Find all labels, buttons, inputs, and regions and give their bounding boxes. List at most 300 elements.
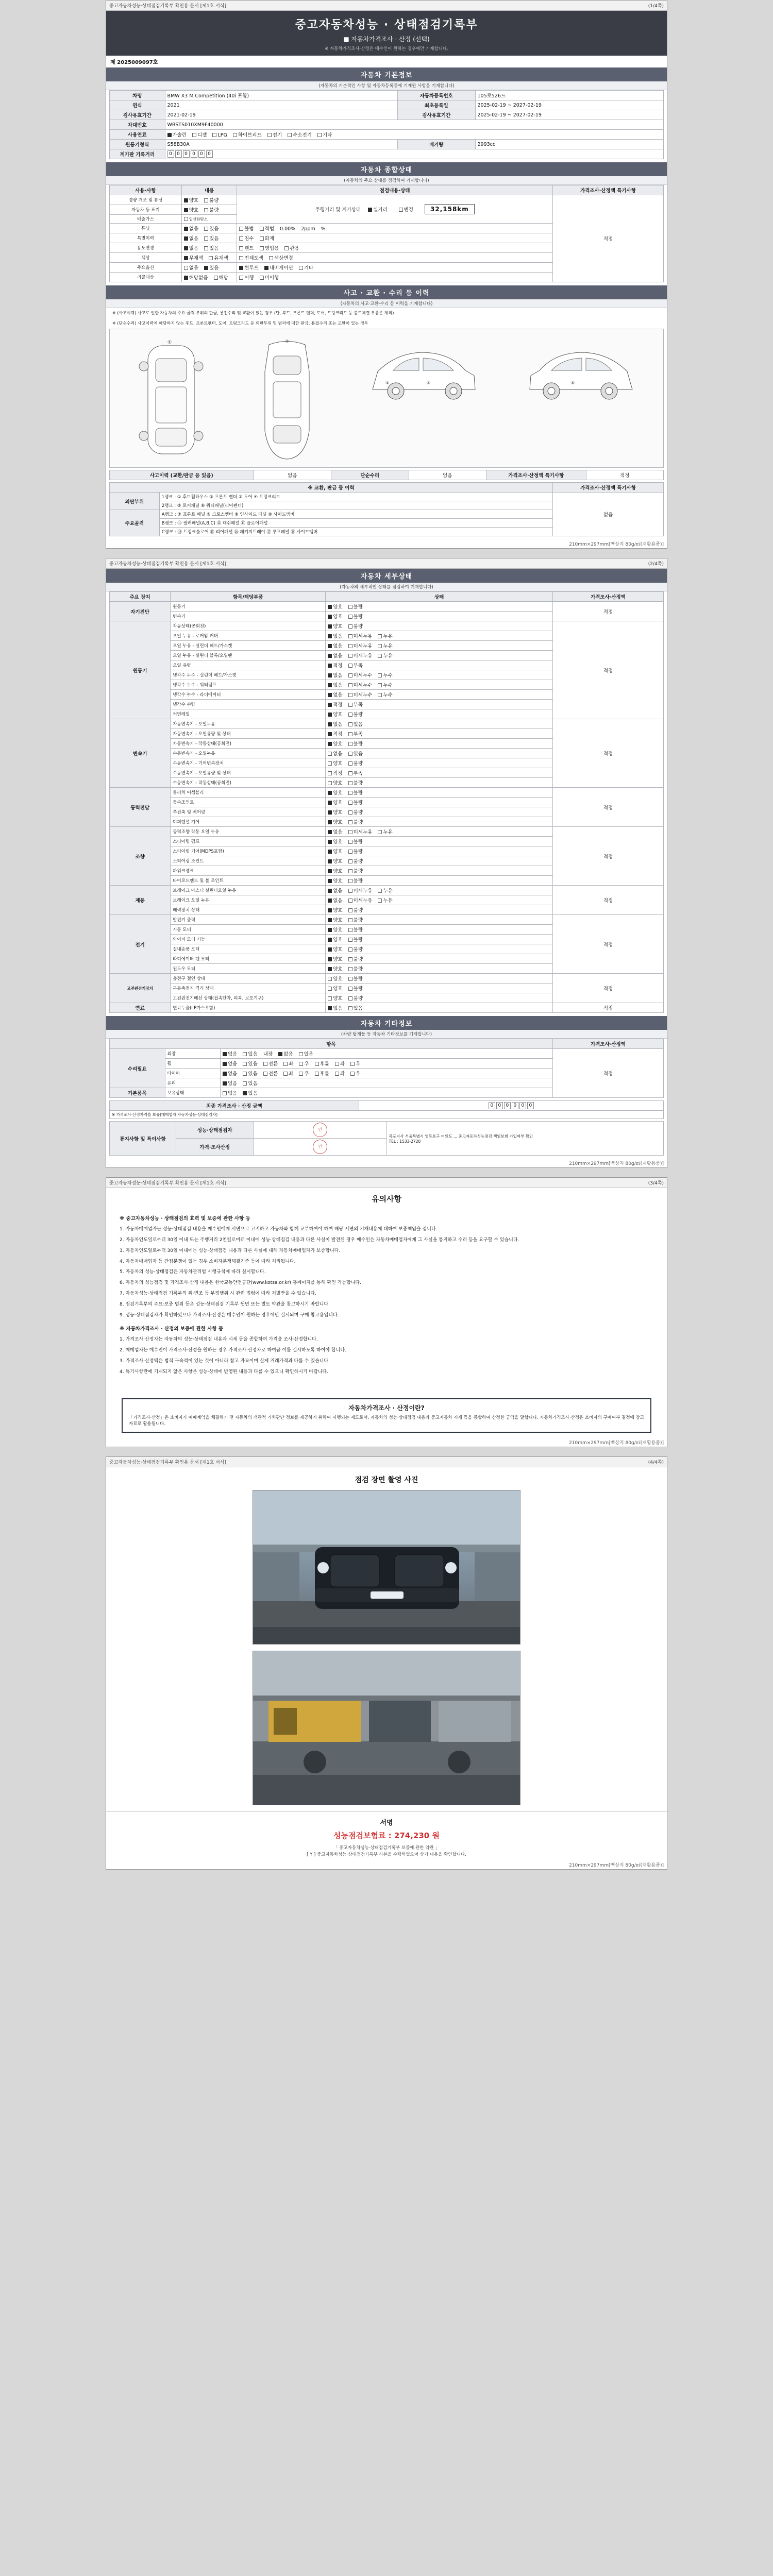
option[interactable]: 유채색 <box>209 254 228 261</box>
checkbox-icon[interactable] <box>328 761 332 766</box>
checkbox-icon[interactable] <box>328 938 332 942</box>
option[interactable]: 누유 <box>378 896 392 904</box>
checkbox-icon[interactable] <box>348 830 352 834</box>
checkbox-icon[interactable] <box>328 781 332 785</box>
option[interactable]: 양호 <box>184 196 198 204</box>
checkbox-icon[interactable] <box>328 850 332 854</box>
checkbox-icon[interactable] <box>348 957 352 961</box>
option[interactable]: 양호 <box>328 808 342 816</box>
checkbox-icon[interactable] <box>184 256 188 260</box>
checkbox-icon[interactable] <box>348 879 352 883</box>
option[interactable]: 없음 <box>223 1079 237 1087</box>
option[interactable]: 좌 <box>335 1070 345 1077</box>
checkbox-icon[interactable] <box>348 703 352 707</box>
option[interactable]: 미세누수 <box>348 681 373 688</box>
checkbox-icon[interactable] <box>348 820 352 824</box>
checkbox-icon[interactable] <box>348 869 352 873</box>
option[interactable]: 미세누수 <box>348 691 373 698</box>
option[interactable]: 양호 <box>328 877 342 884</box>
option[interactable]: 없음 <box>328 632 342 639</box>
checkbox-icon[interactable] <box>348 644 352 648</box>
checkbox-icon[interactable] <box>204 236 208 241</box>
option[interactable]: 양호 <box>328 985 342 992</box>
option[interactable]: 양호 <box>328 994 342 1002</box>
option[interactable]: 침수 <box>239 234 254 242</box>
option[interactable]: 기타 <box>299 264 313 271</box>
checkbox-icon[interactable] <box>328 840 332 844</box>
checkbox-icon[interactable] <box>328 820 332 824</box>
checkbox-icon[interactable] <box>243 1062 247 1066</box>
checkbox-icon[interactable] <box>284 246 289 250</box>
option[interactable]: 미세누유 <box>348 896 373 904</box>
option[interactable]: 적정 <box>328 730 342 737</box>
option[interactable]: 불량 <box>348 779 363 786</box>
option[interactable]: 누수 <box>378 671 392 679</box>
fuel-option[interactable] <box>267 131 282 138</box>
checkbox-icon[interactable] <box>223 1091 227 1095</box>
checkbox-icon[interactable] <box>260 276 264 280</box>
checkbox-icon[interactable] <box>263 1072 267 1076</box>
checkbox-icon[interactable] <box>328 791 332 795</box>
checkbox-icon[interactable] <box>378 683 382 687</box>
checkbox-icon[interactable] <box>335 1072 339 1076</box>
checkbox-icon[interactable] <box>184 217 188 221</box>
checkbox-icon[interactable] <box>328 918 332 922</box>
option[interactable]: 좌 <box>283 1060 293 1067</box>
option[interactable]: 없음 <box>328 652 342 659</box>
checkbox-icon[interactable] <box>299 1052 303 1056</box>
option[interactable]: 없음 <box>328 691 342 698</box>
option[interactable]: 없음 <box>223 1089 237 1096</box>
checkbox-icon[interactable] <box>204 266 208 270</box>
option[interactable]: 양호 <box>328 759 342 767</box>
option[interactable]: 없음 <box>328 750 342 757</box>
checkbox-icon[interactable] <box>348 722 352 726</box>
option[interactable]: 불량 <box>348 759 363 767</box>
checkbox-icon[interactable] <box>223 1052 227 1056</box>
checkbox-icon[interactable] <box>348 967 352 971</box>
checkbox-icon[interactable] <box>328 889 332 893</box>
checkbox-icon[interactable] <box>317 133 322 137</box>
checkbox-icon[interactable] <box>328 742 332 746</box>
checkbox-icon[interactable] <box>328 830 332 834</box>
checkbox-icon[interactable] <box>348 899 352 903</box>
option[interactable]: 전륜 <box>263 1060 278 1067</box>
option[interactable]: 부족 <box>348 662 363 669</box>
checkbox-icon[interactable] <box>378 634 382 638</box>
checkbox-icon[interactable] <box>299 266 303 270</box>
option[interactable]: 없음 <box>223 1050 237 1057</box>
option[interactable]: 불량 <box>204 206 219 213</box>
checkbox-icon[interactable] <box>184 198 188 202</box>
checkbox-icon[interactable] <box>192 133 196 137</box>
option[interactable]: 양호 <box>328 613 342 620</box>
checkbox-icon[interactable] <box>328 879 332 883</box>
checkbox-icon[interactable] <box>260 227 264 231</box>
checkbox-icon[interactable] <box>204 198 208 202</box>
option[interactable]: 불량 <box>348 867 363 874</box>
checkbox-icon[interactable] <box>328 693 332 697</box>
checkbox-icon[interactable] <box>348 908 352 912</box>
checkbox-icon[interactable] <box>348 987 352 991</box>
option[interactable]: 양호 <box>328 945 342 953</box>
option[interactable]: 불량 <box>348 985 363 992</box>
checkbox-icon[interactable] <box>328 713 332 717</box>
checkbox-icon[interactable] <box>328 810 332 815</box>
checkbox-icon[interactable] <box>328 624 332 629</box>
option[interactable]: 미세누유 <box>348 652 373 659</box>
option[interactable]: 있음 <box>204 225 219 232</box>
checkbox-icon[interactable] <box>348 947 352 952</box>
checkbox-icon[interactable] <box>348 889 352 893</box>
checkbox-icon[interactable] <box>269 256 273 260</box>
option[interactable]: 없음 <box>328 887 342 894</box>
option[interactable]: 후륜 <box>315 1060 329 1067</box>
option[interactable]: 있음 <box>243 1089 257 1096</box>
checkbox-icon[interactable] <box>328 801 332 805</box>
option[interactable]: 양호 <box>328 936 342 943</box>
option[interactable]: 양호 <box>328 838 342 845</box>
option[interactable]: 불량 <box>348 603 363 610</box>
option[interactable]: 후륜 <box>315 1070 329 1077</box>
option[interactable]: 적정 <box>328 701 342 708</box>
checkbox-icon[interactable] <box>348 771 352 775</box>
option[interactable]: 불량 <box>348 838 363 845</box>
checkbox-icon[interactable] <box>399 208 403 212</box>
checkbox-icon[interactable] <box>328 928 332 932</box>
option[interactable]: 누유 <box>378 642 392 649</box>
checkbox-icon[interactable] <box>209 256 213 260</box>
checkbox-icon[interactable] <box>348 732 352 736</box>
option[interactable]: 있음 <box>243 1079 257 1087</box>
checkbox-icon[interactable] <box>378 654 382 658</box>
option[interactable]: 양호 <box>328 955 342 962</box>
option[interactable]: 무채색 <box>184 254 204 261</box>
checkbox-icon[interactable] <box>328 947 332 952</box>
option[interactable]: 있음 <box>348 720 363 727</box>
checkbox-icon[interactable] <box>350 1072 355 1076</box>
checkbox-icon[interactable] <box>328 644 332 648</box>
option[interactable]: 불량 <box>348 916 363 923</box>
checkbox-icon[interactable] <box>184 276 188 280</box>
checkbox-icon[interactable] <box>223 1081 227 1086</box>
checkbox-icon[interactable] <box>260 236 264 241</box>
checkbox-icon[interactable] <box>167 133 172 137</box>
mileage-option[interactable]: 변경 <box>399 206 413 213</box>
checkbox-icon[interactable] <box>243 1052 247 1056</box>
checkbox-icon[interactable] <box>243 1072 247 1076</box>
checkbox-icon[interactable] <box>328 859 332 863</box>
checkbox-icon[interactable] <box>299 1062 303 1066</box>
checkbox-icon[interactable] <box>348 761 352 766</box>
option[interactable]: 양호 <box>328 779 342 786</box>
option[interactable]: 미세누수 <box>348 671 373 679</box>
checkbox-icon[interactable] <box>239 276 243 280</box>
checkbox-icon[interactable] <box>223 1062 227 1066</box>
checkbox-icon[interactable] <box>348 713 352 717</box>
option[interactable]: 불량 <box>348 622 363 630</box>
checkbox-icon[interactable] <box>263 1062 267 1066</box>
option[interactable]: 좌 <box>283 1070 293 1077</box>
checkbox-icon[interactable] <box>328 908 332 912</box>
option[interactable]: 불량 <box>348 975 363 982</box>
checkbox-icon[interactable] <box>214 276 218 280</box>
checkbox-icon[interactable] <box>288 133 292 137</box>
checkbox-icon[interactable] <box>283 1072 288 1076</box>
checkbox-icon[interactable] <box>348 977 352 981</box>
option[interactable]: 영업용 <box>260 244 279 251</box>
option[interactable]: 적정 <box>328 662 342 669</box>
option[interactable]: 불량 <box>348 789 363 796</box>
option[interactable]: 양호 <box>328 848 342 855</box>
checkbox-icon[interactable] <box>348 918 352 922</box>
checkbox-icon[interactable] <box>243 1091 247 1095</box>
checkbox-icon[interactable] <box>315 1072 319 1076</box>
checkbox-icon[interactable] <box>204 246 208 250</box>
checkbox-icon[interactable] <box>378 889 382 893</box>
option[interactable]: 불량 <box>348 877 363 884</box>
option[interactable]: 양호 <box>328 906 342 913</box>
option[interactable]: 양호 <box>328 622 342 630</box>
checkbox-icon[interactable] <box>328 771 332 775</box>
option[interactable]: 미이행 <box>260 274 279 281</box>
option[interactable]: 있음 <box>243 1070 257 1077</box>
option[interactable]: 누유 <box>378 828 392 835</box>
option[interactable]: 양호 <box>328 799 342 806</box>
option[interactable]: 일산화탄소 <box>184 216 208 222</box>
checkbox-icon[interactable] <box>239 236 243 241</box>
checkbox-icon[interactable] <box>184 266 188 270</box>
checkbox-icon[interactable] <box>267 133 272 137</box>
option[interactable]: 미세누유 <box>348 887 373 894</box>
checkbox-icon[interactable] <box>212 133 216 137</box>
checkbox-icon[interactable] <box>378 899 382 903</box>
checkbox-icon[interactable] <box>239 246 243 250</box>
option[interactable]: 적법 <box>260 225 274 232</box>
inspection-photo-front[interactable] <box>253 1490 520 1645</box>
option[interactable]: 적정 <box>328 769 342 776</box>
checkbox-icon[interactable] <box>184 246 188 250</box>
option[interactable]: 양호 <box>328 740 342 747</box>
option[interactable]: 불량 <box>348 955 363 962</box>
option[interactable]: 이행 <box>239 274 254 281</box>
checkbox-icon[interactable] <box>239 256 243 260</box>
option[interactable]: 부족 <box>348 701 363 708</box>
option[interactable]: 누수 <box>378 681 392 688</box>
option[interactable]: 우 <box>299 1070 309 1077</box>
checkbox-icon[interactable] <box>184 236 188 241</box>
checkbox-icon[interactable] <box>348 859 352 863</box>
option[interactable]: 관용 <box>284 244 299 251</box>
option[interactable]: 없음 <box>328 720 342 727</box>
option[interactable]: 불량 <box>348 945 363 953</box>
option[interactable]: 전체도색 <box>239 254 263 261</box>
checkbox-icon[interactable] <box>348 615 352 619</box>
option[interactable]: 없음 <box>328 828 342 835</box>
option[interactable]: 없음 <box>184 264 198 271</box>
checkbox-icon[interactable] <box>350 1062 355 1066</box>
option[interactable]: 없음 <box>184 225 198 232</box>
checkbox-icon[interactable] <box>328 615 332 619</box>
option[interactable]: 불량 <box>348 965 363 972</box>
checkbox-icon[interactable] <box>328 605 332 609</box>
checkbox-icon[interactable] <box>348 683 352 687</box>
option[interactable]: 누유 <box>378 887 392 894</box>
option[interactable]: 미세누유 <box>348 828 373 835</box>
option[interactable]: 불법 <box>239 225 254 232</box>
option[interactable]: 있음 <box>204 264 219 271</box>
option[interactable]: 있음 <box>299 1050 313 1057</box>
option[interactable]: 불량 <box>204 196 219 204</box>
checkbox-icon[interactable] <box>223 1072 227 1076</box>
option[interactable]: 없음 <box>328 1004 342 1011</box>
checkbox-icon[interactable] <box>348 791 352 795</box>
checkbox-icon[interactable] <box>378 830 382 834</box>
option[interactable]: 좌 <box>335 1060 345 1067</box>
checkbox-icon[interactable] <box>184 208 188 212</box>
option[interactable]: 없음 <box>184 234 198 242</box>
option[interactable]: 불량 <box>348 818 363 825</box>
option[interactable]: 부족 <box>348 730 363 737</box>
fuel-option[interactable] <box>317 131 332 138</box>
checkbox-icon[interactable] <box>233 133 237 137</box>
option[interactable]: 양호 <box>328 867 342 874</box>
option[interactable]: 화재 <box>260 234 274 242</box>
option[interactable]: 부족 <box>348 769 363 776</box>
checkbox-icon[interactable] <box>328 703 332 707</box>
option[interactable]: 불량 <box>348 936 363 943</box>
checkbox-icon[interactable] <box>328 957 332 961</box>
checkbox-icon[interactable] <box>348 752 352 756</box>
inspection-photo-underbody[interactable] <box>253 1651 520 1805</box>
fuel-option[interactable] <box>167 131 187 138</box>
option[interactable]: 양호 <box>184 206 198 213</box>
fuel-option[interactable] <box>192 131 207 138</box>
checkbox-icon[interactable] <box>315 1062 319 1066</box>
option[interactable]: 양호 <box>328 603 342 610</box>
option[interactable]: 불량 <box>348 857 363 865</box>
checkbox-icon[interactable] <box>348 840 352 844</box>
checkbox-icon[interactable] <box>348 664 352 668</box>
checkbox-icon[interactable] <box>348 781 352 785</box>
checkbox-icon[interactable] <box>328 869 332 873</box>
option[interactable]: 양호 <box>328 789 342 796</box>
checkbox-icon[interactable] <box>348 673 352 677</box>
option[interactable]: 없음 <box>223 1060 237 1067</box>
checkbox-icon[interactable] <box>204 227 208 231</box>
checkbox-icon[interactable] <box>328 977 332 981</box>
checkbox-icon[interactable] <box>204 208 208 212</box>
option[interactable]: 양호 <box>328 965 342 972</box>
checkbox-icon[interactable] <box>328 673 332 677</box>
option[interactable]: 미세누유 <box>348 632 373 639</box>
option[interactable]: 없음 <box>278 1050 293 1057</box>
option[interactable]: 불량 <box>348 926 363 933</box>
option[interactable]: 미세누유 <box>348 642 373 649</box>
checkbox-icon[interactable] <box>260 246 264 250</box>
option[interactable]: 불량 <box>348 740 363 747</box>
option[interactable]: 누수 <box>378 691 392 698</box>
option[interactable]: 있음 <box>348 750 363 757</box>
checkbox-icon[interactable] <box>348 605 352 609</box>
option[interactable]: 우 <box>350 1070 360 1077</box>
option[interactable]: 있음 <box>204 244 219 251</box>
option[interactable]: 있음 <box>243 1060 257 1067</box>
fuel-option[interactable] <box>233 131 262 138</box>
checkbox-icon[interactable] <box>368 208 372 212</box>
checkbox-icon[interactable] <box>348 850 352 854</box>
checkbox-icon[interactable] <box>239 227 243 231</box>
checkbox-icon[interactable] <box>335 1062 339 1066</box>
checkbox-icon[interactable] <box>184 227 188 231</box>
checkbox-icon[interactable] <box>328 1006 332 1010</box>
checkbox-icon[interactable] <box>328 683 332 687</box>
checkbox-icon[interactable] <box>348 928 352 932</box>
checkbox-icon[interactable] <box>348 1006 352 1010</box>
option[interactable]: 없음 <box>328 671 342 679</box>
checkbox-icon[interactable] <box>328 722 332 726</box>
option[interactable]: 양호 <box>328 975 342 982</box>
option[interactable]: 썬루프 <box>239 264 259 271</box>
checkbox-icon[interactable] <box>348 742 352 746</box>
mileage-option[interactable]: 실거리 <box>368 206 388 213</box>
checkbox-icon[interactable] <box>283 1062 288 1066</box>
option[interactable]: 있음 <box>204 234 219 242</box>
option[interactable]: 없음 <box>328 896 342 904</box>
option[interactable]: 없음 <box>328 681 342 688</box>
checkbox-icon[interactable] <box>378 693 382 697</box>
option[interactable]: 없음 <box>223 1070 237 1077</box>
checkbox-icon[interactable] <box>239 266 243 270</box>
checkbox-icon[interactable] <box>348 624 352 629</box>
option[interactable]: 우 <box>350 1060 360 1067</box>
checkbox-icon[interactable] <box>328 967 332 971</box>
checkbox-icon[interactable] <box>328 752 332 756</box>
option[interactable]: 양호 <box>328 818 342 825</box>
option[interactable]: 우 <box>299 1060 309 1067</box>
checkbox-icon[interactable] <box>264 266 268 270</box>
option[interactable]: 양호 <box>328 926 342 933</box>
checkbox-icon[interactable] <box>328 664 332 668</box>
option[interactable]: 색상변경 <box>269 254 293 261</box>
checkbox-icon[interactable] <box>348 693 352 697</box>
option[interactable]: 불량 <box>348 848 363 855</box>
checkbox-icon[interactable] <box>378 673 382 677</box>
option[interactable]: 있음 <box>243 1050 257 1057</box>
checkbox-icon[interactable] <box>348 801 352 805</box>
checkbox-icon[interactable] <box>278 1052 282 1056</box>
checkbox-icon[interactable] <box>328 987 332 991</box>
option[interactable]: 양호 <box>328 857 342 865</box>
checkbox-icon[interactable] <box>348 996 352 1001</box>
option[interactable]: 누유 <box>378 632 392 639</box>
checkbox-icon[interactable] <box>348 654 352 658</box>
option[interactable]: 렌트 <box>239 244 254 251</box>
option[interactable]: 불량 <box>348 994 363 1002</box>
option[interactable]: 불량 <box>348 799 363 806</box>
option[interactable]: 있음 <box>348 1004 363 1011</box>
checkbox-icon[interactable] <box>328 732 332 736</box>
checkbox-icon[interactable] <box>348 938 352 942</box>
checkbox-icon[interactable] <box>348 634 352 638</box>
option[interactable]: 양호 <box>328 710 342 718</box>
option[interactable]: 해당없음 <box>184 274 208 281</box>
checkbox-icon[interactable] <box>328 654 332 658</box>
checkbox-icon[interactable] <box>328 899 332 903</box>
option[interactable]: 불량 <box>348 906 363 913</box>
option[interactable]: 내비게이션 <box>264 264 293 271</box>
option[interactable]: 전륜 <box>263 1070 278 1077</box>
